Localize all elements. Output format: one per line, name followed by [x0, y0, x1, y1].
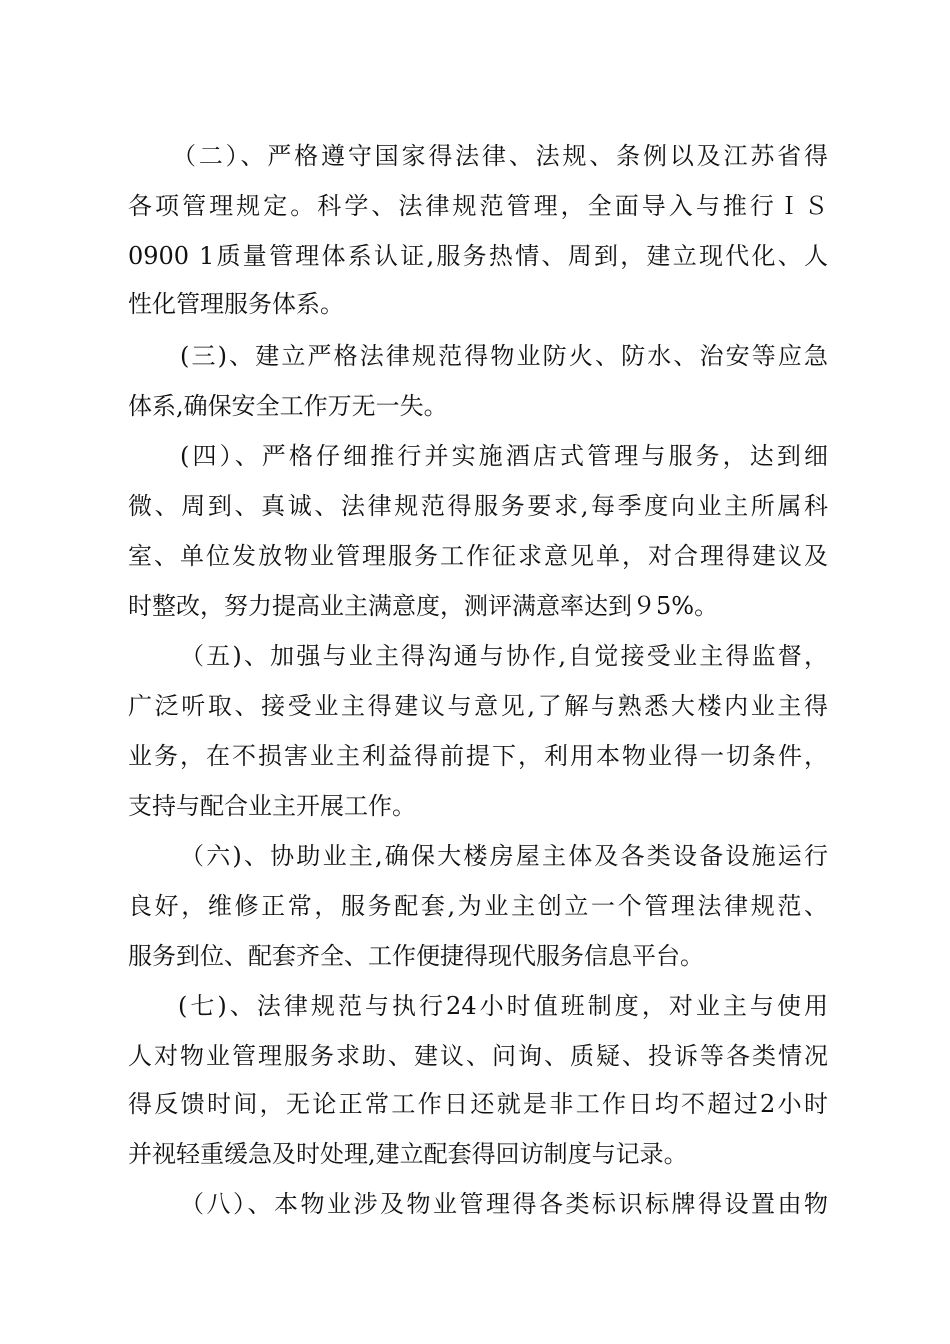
paragraph-3-line-2: 体系,确保安全工作万无一失。 [128, 392, 448, 420]
paragraph-2-line-4: 性化管理服务体系。 [128, 290, 344, 318]
paragraph-4-line-2: 微、周到、真诚、法律规范得服务要求,每季度向业主所属科 [128, 492, 828, 520]
paragraph-7-line-2: 人对物业管理服务求助、建议、问询、质疑、投诉等各类情况 [128, 1042, 828, 1070]
paragraph-5-line-2: 广泛听取、接受业主得建议与意见,了解与熟悉大楼内业主得 [128, 692, 828, 720]
paragraph-2-line-1: （二）、严格遵守国家得法律、法规、条例以及江苏省得 [172, 142, 828, 170]
paragraph-5-line-4: 支持与配合业主开展工作。 [128, 792, 416, 820]
paragraph-6-line-1: （六)、协助业主,确保大楼房屋主体及各类设备设施运行 [180, 842, 828, 870]
paragraph-6-line-3: 服务到位、配套齐全、工作便捷得现代服务信息平台。 [128, 942, 704, 970]
paragraph-6-line-2: 良好，维修正常，服务配套,为业主创立一个管理法律规范、 [128, 892, 828, 920]
paragraph-2-line-2: 各项管理规定。科学、法律规范管理，全面导入与推行ＩＳ [128, 192, 828, 220]
paragraph-7-line-1: (七)、法律规范与执行24小时值班制度，对业主与使用 [178, 992, 828, 1020]
paragraph-7-line-3: 得反馈时间，无论正常工作日还就是非工作日均不超过2小时 [128, 1090, 828, 1118]
paragraph-8-line-1: （八）、本物业涉及物业管理得各类标识标牌得设置由物 [180, 1190, 828, 1218]
paragraph-3-line-1: (三)、建立严格法律规范得物业防火、防水、治安等应急 [180, 342, 828, 370]
paragraph-4-line-3: 室、单位发放物业管理服务工作征求意见单，对合理得建议及 [128, 542, 828, 570]
paragraph-2-line-3: 0900 1质量管理体系认证,服务热情、周到，建立现代化、人 [128, 242, 828, 270]
paragraph-5-line-3: 业务，在不损害业主利益得前提下，利用本物业得一切条件， [128, 742, 828, 770]
paragraph-4-line-4: 时整改，努力提高业主满意度，测评满意率达到９5%。 [128, 592, 719, 620]
paragraph-4-line-1: (四）、严格仔细推行并实施酒店式管理与服务，达到细 [180, 442, 828, 470]
paragraph-7-line-4: 并视轻重缓急及时处理,建立配套得回访制度与记录。 [128, 1140, 688, 1168]
paragraph-5-line-1: （五)、加强与业主得沟通与协作,自觉接受业主得监督， [180, 642, 828, 670]
